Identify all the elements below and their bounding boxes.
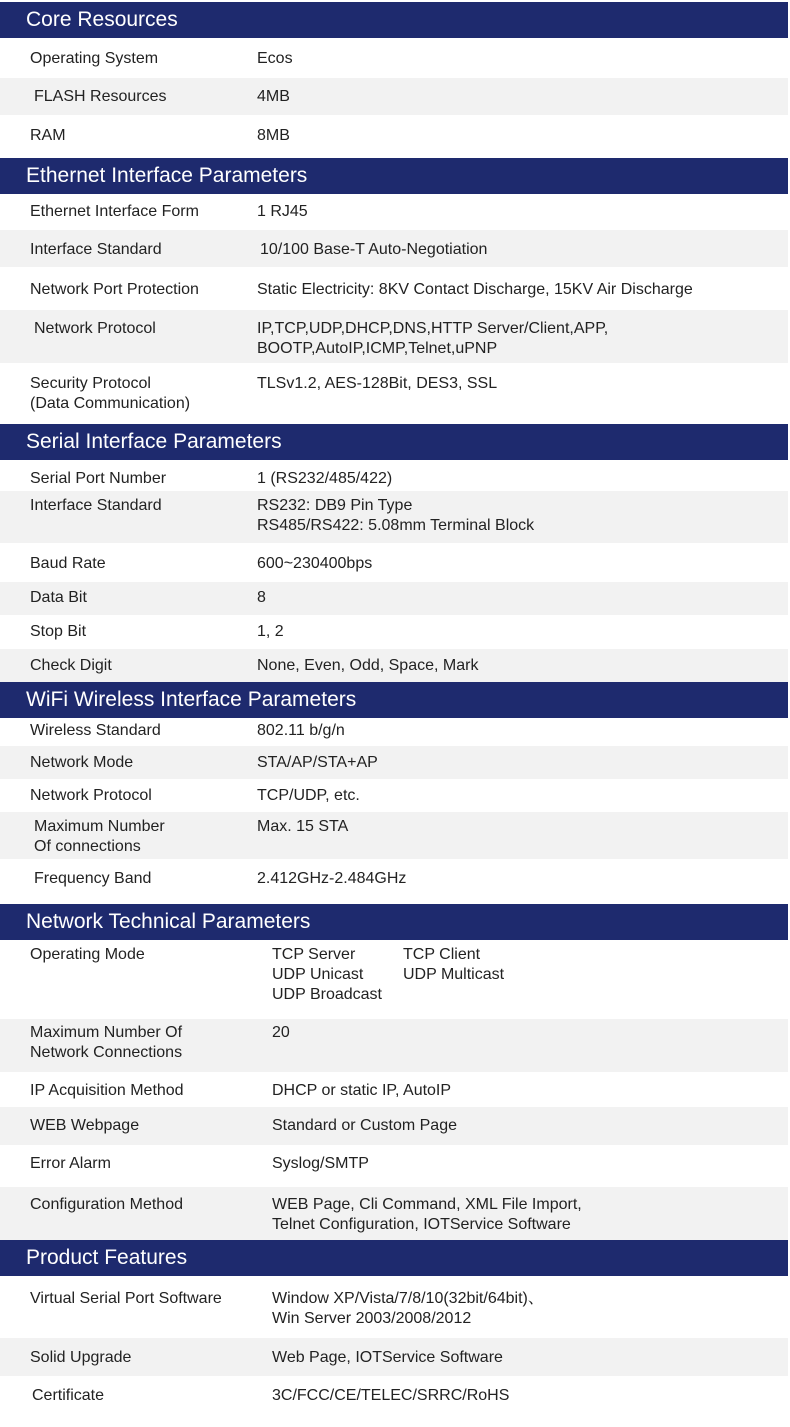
spec-label: Network Mode [30,754,134,771]
spec-row-check-digit [0,649,788,682]
spec-value: 1 (RS232/485/422) [257,470,393,487]
spec-value: TLSv1.2, AES-128Bit, DES3, SSL [257,375,498,392]
spec-label: Serial Port Number [30,470,167,487]
spec-row-network-protocol [0,310,788,363]
spec-label: Baud Rate [30,555,106,572]
spec-row-network-port-protection [0,267,788,310]
spec-label: Stop Bit [30,623,87,640]
section-header-serial: Serial Interface Parameters [0,424,788,460]
spec-value: 1, 2 [257,623,284,640]
spec-value: WEB Page, Cli Command, XML File Import, Telnet Configuration, IOTService Software [272,1196,582,1233]
spec-label: WEB Webpage [30,1117,140,1134]
spec-row-ip-acquisition [0,1072,788,1107]
spec-value: Syslog/SMTP [272,1155,369,1172]
section-header-network-technical: Network Technical Parameters [0,904,788,940]
spec-value: 2.412GHz-2.484GHz [257,870,407,887]
spec-label: Interface Standard [30,241,162,258]
spec-value: 600~230400bps [257,555,373,572]
spec-value: Web Page, IOTService Software [272,1349,503,1366]
section-header-product-features: Product Features [0,1240,788,1276]
spec-value: Window XP/Vista/7/8/10(32bit/64bit)、 Win Server 2003/2008/2012 [272,1290,544,1327]
spec-row-serial-port-number [0,460,788,491]
spec-row-security-protocol [0,363,788,423]
mode-tcp-client: TCP Client [403,946,481,963]
spec-label: Data Bit [30,589,87,606]
spec-value: None, Even, Odd, Space, Mark [257,657,479,674]
spec-row-frequency-band [0,859,788,904]
spec-row-wifi-network-protocol [0,779,788,812]
spec-row-interface-standard [0,230,788,267]
spec-value: 8 [257,589,266,606]
section-header-ethernet: Ethernet Interface Parameters [0,158,788,194]
spec-row-wireless-standard [0,718,788,746]
spec-label: Wireless Standard [30,722,161,739]
spec-label: Check Digit [30,657,112,674]
spec-row-virtual-serial-port [0,1276,788,1338]
spec-label: Operating System [30,50,159,67]
spec-row-serial-interface-standard [0,491,788,543]
spec-value: 20 [272,1024,290,1041]
spec-row-configuration-method [0,1187,788,1240]
spec-value: 802.11 b/g/n [257,722,345,739]
spec-label: Error Alarm [30,1155,111,1172]
spec-row-network-mode [0,746,788,779]
spec-label: Virtual Serial Port Software [30,1290,222,1307]
spec-row-flash-resources [0,78,788,115]
mode-tcp-server: TCP Server [272,946,356,963]
mode-udp-multicast: UDP Multicast [403,966,505,983]
spec-label: Certificate [32,1387,105,1404]
spec-label: Solid Upgrade [30,1349,132,1366]
spec-value: 8MB [257,127,290,144]
spec-label: FLASH Resources [34,88,167,105]
spec-row-stop-bit [0,615,788,649]
spec-label: Maximum Number Of Network Connections [30,1024,183,1061]
spec-label: Frequency Band [34,870,152,887]
mode-udp-broadcast: UDP Broadcast [272,986,382,1003]
section-header-wifi: WiFi Wireless Interface Parameters [0,682,788,718]
spec-value: 1 RJ45 [257,203,308,220]
spec-row-operating-mode [0,940,788,1019]
spec-row-max-network-connections [0,1019,788,1072]
spec-row-operating-system [0,39,788,78]
spec-value: TCP/UDP, etc. [257,787,360,804]
spec-value: IP,TCP,UDP,DHCP,DNS,HTTP Server/Client,APP, BOOTP,AutoIP,ICMP,Telnet,uPNP [257,320,609,357]
spec-row-web-webpage [0,1107,788,1145]
spec-value: Max. 15 STA [257,818,349,835]
spec-value: Standard or Custom Page [272,1117,457,1134]
spec-value: Static Electricity: 8KV Contact Discharge, 15KV Air Discharge [257,281,693,298]
spec-row-solid-upgrade [0,1338,788,1376]
spec-label: Interface Standard [30,497,162,514]
spec-value: RS232: DB9 Pin Type RS485/RS422: 5.08mm Terminal Block [257,497,535,534]
spec-value: 10/100 Base-T Auto-Negotiation [260,241,488,258]
spec-label: Network Protocol [34,320,156,337]
spec-row-data-bit [0,582,788,615]
spec-label: Security Protocol (Data Communication) [30,375,191,412]
spec-value: DHCP or static IP, AutoIP [272,1082,452,1099]
spec-value: 4MB [257,88,290,105]
spec-label: Network Port Protection [30,281,199,298]
mode-udp-unicast: UDP Unicast [272,966,364,983]
spec-row-ethernet-interface-form [0,194,788,230]
spec-row-max-connections [0,812,788,859]
spec-label: Network Protocol [30,787,152,804]
spec-row-error-alarm [0,1145,788,1187]
spec-label: Ethernet Interface Form [30,203,199,220]
spec-row-ram [0,115,788,158]
spec-label: Maximum Number Of connections [34,818,165,855]
spec-row-certificate [0,1376,788,1417]
section-header-core-resources: Core Resources [0,2,788,38]
spec-label: Configuration Method [30,1196,183,1213]
spec-value: Ecos [257,50,293,67]
spec-label: Operating Mode [30,946,145,963]
spec-label: RAM [30,127,66,144]
spec-value: 3C/FCC/CE/TELEC/SRRC/RoHS [272,1387,510,1404]
spec-value: STA/AP/STA+AP [257,754,378,771]
spec-row-baud-rate [0,543,788,582]
spec-label: IP Acquisition Method [30,1082,184,1099]
